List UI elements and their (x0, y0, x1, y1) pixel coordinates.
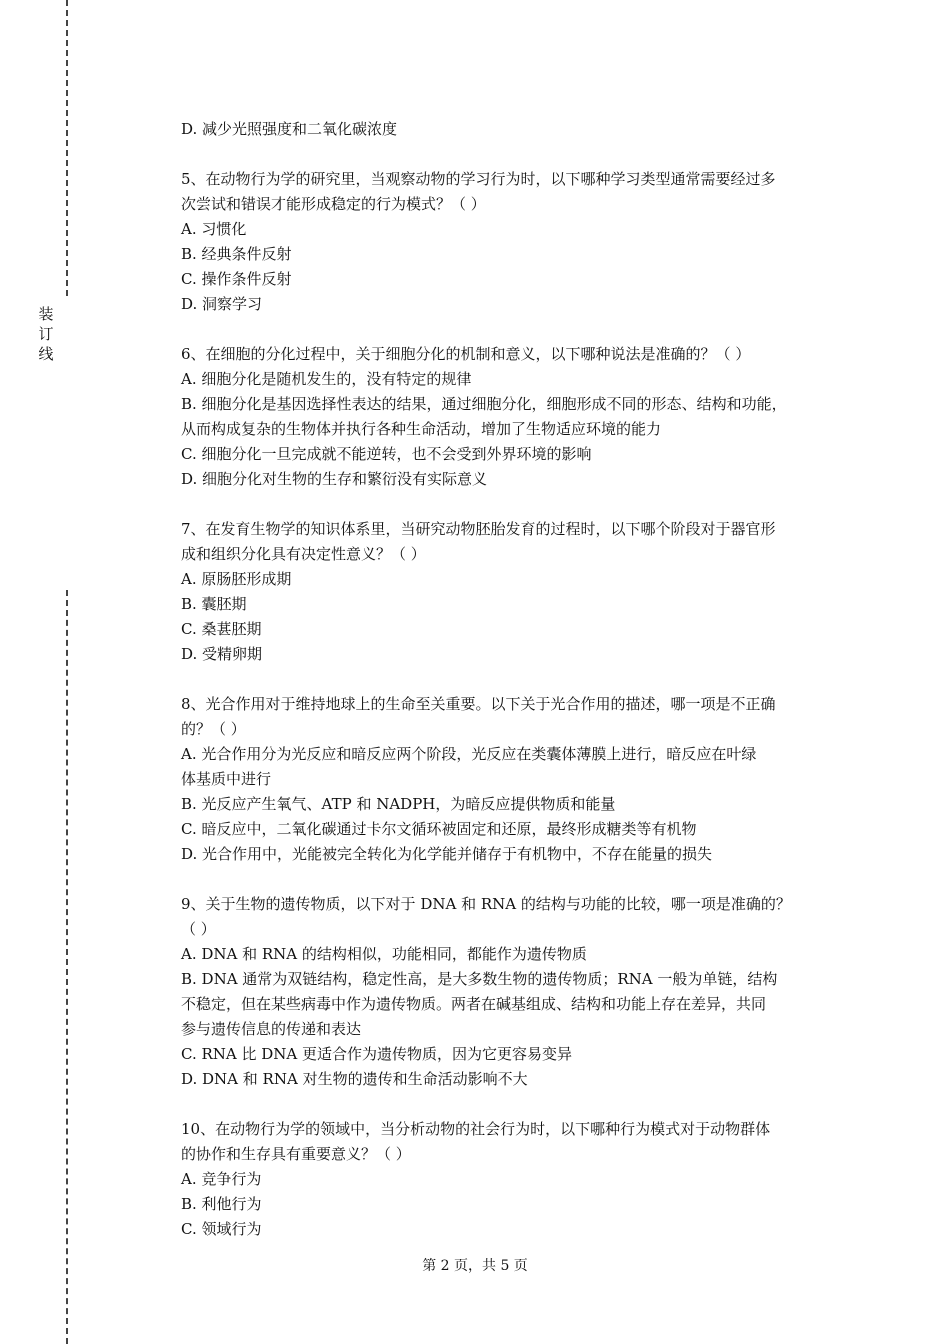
binding-line-label: 装订线 (38, 305, 54, 363)
question-9-option-b-line-1: B. DNA 通常为双链结构，稳定性高，是大多数生物的遗传物质；RNA 一般为单链，结构 (181, 970, 778, 988)
page-number-footer: 第 2 页，共 5 页 (422, 1258, 528, 1274)
question-5-stem-line-2: 次尝试和错误才能形成稳定的行为模式？（ ） (181, 195, 486, 213)
question-5-option-a: A. 习惯化 (181, 220, 247, 238)
question-8-option-b: B. 光反应产生氧气、ATP 和 NADPH，为暗反应提供物质和能量 (181, 795, 616, 813)
question-5-stem-line-1: 5、在动物行为学的研究里，当观察动物的学习行为时，以下哪种学习类型通常需要经过多 (181, 170, 776, 188)
question-8-option-c: C. 暗反应中，二氧化碳通过卡尔文循环被固定和还原，最终形成糖类等有机物 (181, 820, 697, 838)
question-6-option-d: D. 细胞分化对生物的生存和繁衍没有实际意义 (181, 470, 488, 488)
question-6-option-b-line-2: 从而构成复杂的生物体并执行各种生命活动，增加了生物适应环境的能力 (181, 420, 662, 438)
question-7 (181, 517, 851, 667)
binding-dashed-line-bottom (66, 590, 68, 1344)
question-9-option-d: D. DNA 和 RNA 对生物的遗传和生命活动影响不大 (181, 1070, 528, 1088)
question-6-option-c: C. 细胞分化一旦完成就不能逆转，也不会受到外界环境的影响 (181, 445, 592, 463)
question-10 (181, 1117, 851, 1242)
question-5-option-d: D. 洞察学习 (181, 295, 263, 313)
question-8 (181, 692, 851, 867)
question-7-stem-line-1: 7、在发育生物学的知识体系里，当研究动物胚胎发育的过程时，以下哪个阶段对于器官形 (181, 520, 776, 538)
question-9-option-c: C. RNA 比 DNA 更适合作为遗传物质，因为它更容易变异 (181, 1045, 573, 1063)
question-9-option-b-line-3: 参与遗传信息的传递和表达 (181, 1020, 362, 1038)
question-8-option-d: D. 光合作用中，光能被完全转化为化学能并储存于有机物中，不存在能量的损失 (181, 845, 713, 863)
question-9-stem-line-2: （ ） (181, 920, 216, 938)
question-9 (181, 892, 851, 1092)
question-8-option-a-line-2: 体基质中进行 (181, 770, 272, 788)
question-8-stem-line-1: 8、光合作用对于维持地球上的生命至关重要。以下关于光合作用的描述，哪一项是不正确 (181, 695, 776, 713)
question-7-stem-line-2: 成和组织分化具有决定性意义？（ ） (181, 545, 426, 563)
q4-option-d: D. 减少光照强度和二氧化碳浓度 (181, 120, 398, 138)
question-8-stem-line-2: 的？（ ） (181, 720, 246, 738)
question-10-stem-line-1: 10、在动物行为学的领域中，当分析动物的社会行为时，以下哪种行为模式对于动物群体 (181, 1120, 771, 1138)
question-7-option-b: B. 囊胚期 (181, 595, 247, 613)
question-9-option-b-line-2: 不稳定，但在某些病毒中作为遗传物质。两者在碱基组成、结构和功能上存在差异，共同 (181, 995, 767, 1013)
question-10-stem-line-2: 的协作和生存具有重要意义？（ ） (181, 1145, 411, 1163)
question-5 (181, 167, 851, 317)
question-10-option-c: C. 领域行为 (181, 1220, 262, 1238)
question-9-option-a: A. DNA 和 RNA 的结构相似，功能相同，都能作为遗传物质 (181, 945, 587, 963)
exam-content (181, 117, 851, 1242)
question-9-stem-line-1: 9、关于生物的遗传物质，以下对于 DNA 和 RNA 的结构与功能的比较，哪一项是准确的？ (181, 895, 791, 913)
question-6-stem-line-1: 6、在细胞的分化过程中，关于细胞分化的机制和意义，以下哪种说法是准确的？（ ） (181, 345, 751, 363)
question-8-option-a-line-1: A. 光合作用分为光反应和暗反应两个阶段，光反应在类囊体薄膜上进行，暗反应在叶绿 (181, 745, 757, 763)
question-6-option-b-line-1: B. 细胞分化是基因选择性表达的结果，通过细胞分化，细胞形成不同的形态、结构和功能， (181, 395, 787, 413)
question-10-option-b: B. 利他行为 (181, 1195, 262, 1213)
question-7-option-c: C. 桑葚胚期 (181, 620, 262, 638)
question-7-option-a: A. 原肠胚形成期 (181, 570, 292, 588)
question-6 (181, 342, 851, 492)
question-5-option-c: C. 操作条件反射 (181, 270, 292, 288)
question-7-option-d: D. 受精卵期 (181, 645, 263, 663)
question-5-option-b: B. 经典条件反射 (181, 245, 292, 263)
question-10-option-a: A. 竞争行为 (181, 1170, 262, 1188)
binding-dashed-line-top (66, 0, 68, 296)
question-6-option-a: A. 细胞分化是随机发生的，没有特定的规律 (181, 370, 472, 388)
